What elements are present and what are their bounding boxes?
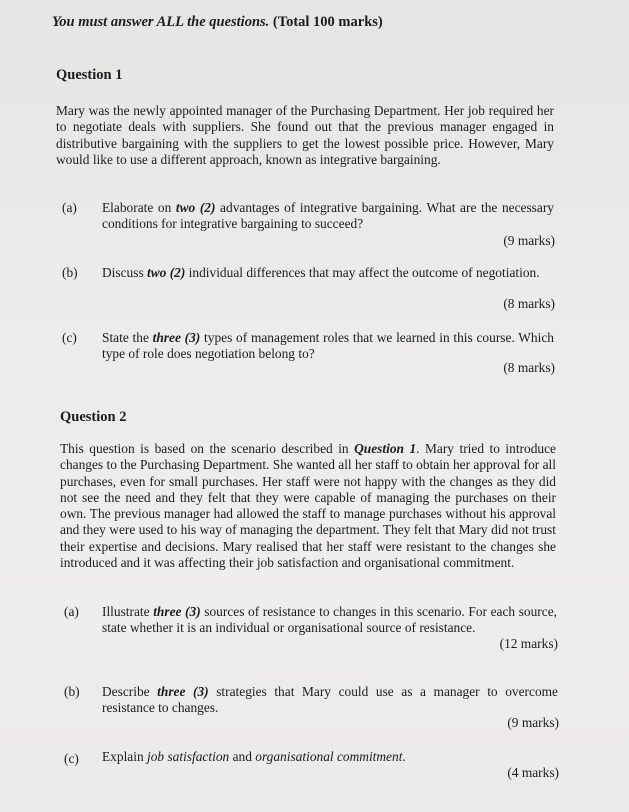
- q1-a-marks: (9 marks): [503, 233, 555, 248]
- instruction-emphasis: You must answer ALL the questions.: [52, 14, 270, 30]
- q2-b-text: [102, 684, 558, 717]
- q1-a-emphasis: two (2): [175, 200, 216, 215]
- q1-c-emphasis: three (3): [152, 330, 201, 345]
- q1-a-text: [102, 200, 554, 233]
- q2-c-emphasis-1: job satisfaction: [147, 749, 230, 764]
- q2-b-emphasis: three (3): [157, 684, 209, 699]
- q2-b-text-2: strategies that Mary could use as a manager to overcome resistance to changes.: [102, 684, 558, 716]
- question-2-title: Question 2: [60, 409, 127, 425]
- q2-c-label: (c): [64, 751, 79, 766]
- q2-a-emphasis: three (3): [153, 604, 201, 619]
- q1-b-marks: (8 marks): [503, 296, 555, 311]
- q2-a-text-1: Illustrate: [102, 604, 154, 619]
- q1-c-text-2: types of management roles that we learned in this course. Which type of role does negotiation belong to?: [102, 330, 554, 362]
- q1-b-text: [102, 265, 554, 281]
- question-2-scenario: [60, 441, 556, 571]
- q2-a-text: [102, 604, 557, 637]
- q1-a-text-1: Elaborate on: [102, 200, 176, 215]
- q2-c-text-1: Explain: [102, 749, 147, 764]
- q1-c-marks: (8 marks): [503, 360, 555, 375]
- q1-c-text-1: State the: [102, 330, 153, 345]
- q2-a-marks: (12 marks): [499, 636, 558, 651]
- q1-a-label: (a): [62, 200, 77, 215]
- q2-scenario-text-1: This question is based on the scenario described in: [60, 441, 355, 456]
- exam-instructions: [52, 14, 383, 31]
- question-1-title: Question 1: [56, 67, 123, 83]
- q2-b-text-1: Describe: [102, 684, 158, 699]
- q2-scenario-text-2: . Mary tried to introduce changes to the Purchasing Department. She wanted all her staff to obtain her approval for all purchases, even for small purchases. Her staff were not happy with the changes as they did not see the need and they felt that they were capable of managing the purchases on their own. The previous manager had allowed the staff to manage purchases without his approval and they were used to his way of managing the department. They felt that Mary did not trust their expertise and decisions. Mary realised that her staff were resistant to the changes she introduced and it was affecting their job satisfaction and organisational commitment.: [60, 441, 556, 571]
- q2-a-text-2: sources of resistance to changes in this scenario. For each source, state whether it is an individual or organisational source of resistance.: [102, 604, 557, 636]
- q2-c-text-2: and: [229, 749, 256, 764]
- total-marks: (Total 100 marks): [269, 14, 383, 30]
- q2-c-marks: (4 marks): [507, 765, 559, 780]
- q1-b-text-2: individual differences that may affect the outcome of negotiation.: [185, 265, 540, 280]
- q2-a-label: (a): [64, 604, 79, 619]
- q1-c-text: [102, 330, 554, 363]
- q2-scenario-emphasis: Question 1: [354, 441, 417, 456]
- question-1-scenario: Mary was the newly appointed manager of the Purchasing Department. Her job required her to negotiate deals with suppliers. She found out that the previous manager engaged in distributive bargaining with the suppliers to get the lowest possible price. However, Mary would like to use a different approach, known as integrative bargaining.: [56, 103, 554, 167]
- q2-c-text: [102, 749, 558, 765]
- q2-b-marks: (9 marks): [507, 715, 559, 730]
- q1-b-emphasis: two (2): [147, 265, 186, 280]
- q1-b-text-1: Discuss: [102, 265, 148, 280]
- q2-c-emphasis-2: organisational commitment: [255, 749, 403, 764]
- q1-b-label: (b): [62, 265, 78, 280]
- q2-c-text-3: .: [402, 749, 406, 764]
- q1-a-text-2: advantages of integrative bargaining. What are the necessary conditions for integrative bargaining to succeed?: [102, 200, 554, 232]
- q2-b-label: (b): [64, 684, 80, 699]
- q1-c-label: (c): [62, 330, 77, 345]
